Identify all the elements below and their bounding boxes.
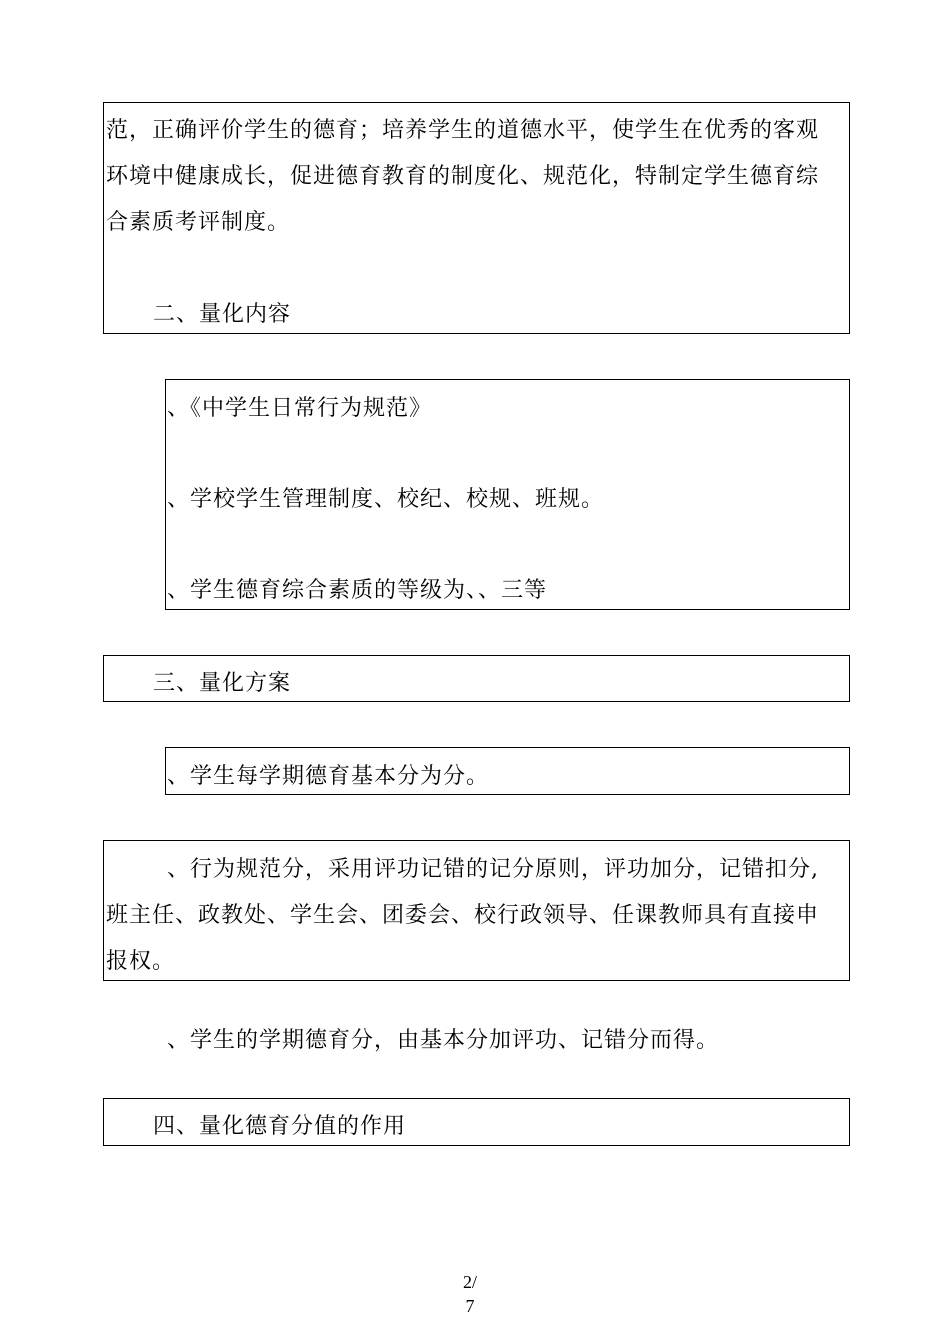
- page-number-top: 2/: [462, 1272, 477, 1292]
- section-3-item-3: 、学生的学期德育分，由基本分加评功、记错分而得。: [167, 1028, 720, 1053]
- section-3-item-1: 、学生每学期德育基本分为分。: [167, 764, 490, 789]
- section-2-heading: 二、量化内容: [153, 302, 292, 327]
- section-3-item-2-line-1: 、行为规范分，采用评功记错的记分原则，评功加分，记错扣分,: [167, 857, 819, 882]
- section-2-item-3: 、学生德育综合素质的等级为、、三等: [167, 578, 548, 603]
- section-2-item-1: 、《中学生日常行为规范》: [167, 396, 433, 421]
- section-4-heading: 四、量化德育分值的作用: [153, 1114, 407, 1139]
- page-number-bottom: 7: [465, 1296, 475, 1316]
- section-2-item-2: 、学校学生管理制度、校纪、校规、班规。: [167, 487, 605, 512]
- section-3-heading: 三、量化方案: [153, 671, 292, 696]
- intro-line-3: 合素质考评制度。: [106, 210, 291, 235]
- section-3-item-2-line-3: 报权。: [106, 949, 176, 974]
- section-3-item-2-line-2: 班主任、政教处、学生会、团委会、校行政领导、任课教师具有直接申: [106, 903, 820, 928]
- intro-line-2: 环境中健康成长，促进德育教育的制度化、规范化，特制定学生德育综: [106, 164, 820, 189]
- intro-line-1: 范，正确评价学生的德育；培养学生的道德水平，使学生在优秀的客观: [106, 118, 820, 143]
